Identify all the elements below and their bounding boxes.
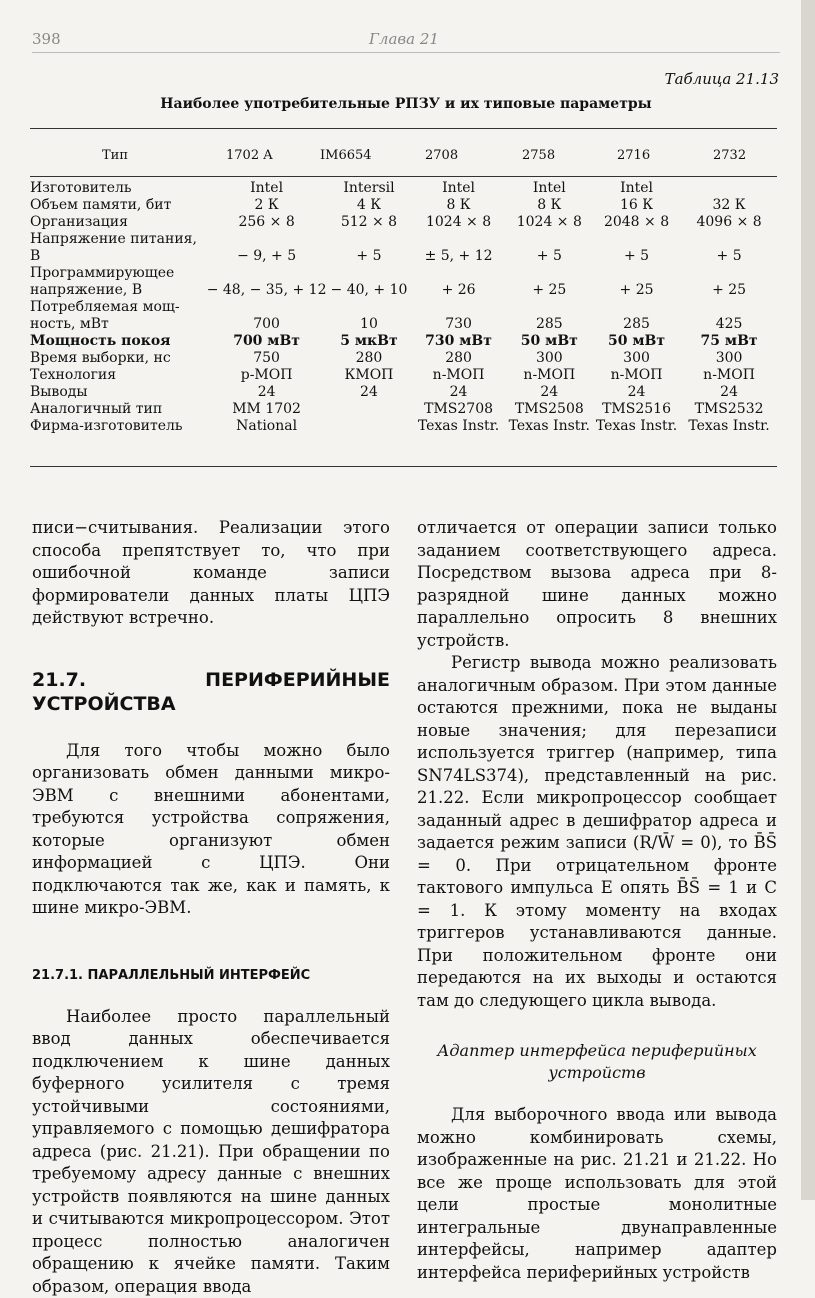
table-cell — [506, 231, 593, 248]
table-cell: TMS2508 — [506, 401, 593, 418]
table-cell: 16 К — [593, 197, 680, 214]
paragraph: Наиболее просто параллельный ввод данных обеспечивается подключением к шине данных буферного усилителя с тремя устойчивыми состояниями, управляемого с помощью дешифратора адреса (рис. 21.21). При обращении по требуемому адресу данные с внешних устройств появляются на шине данных и считываются микропроцессором. Этот процесс полностью аналогичен обращению к ячейке памяти. Таким образом, операция ввода — [32, 1006, 390, 1298]
table-cell: 75 мВт — [680, 333, 778, 350]
table-cell: 2048 × 8 — [593, 214, 680, 231]
table-cell — [593, 265, 680, 282]
table-cell — [680, 299, 778, 316]
table-cell: Intersil — [327, 180, 412, 197]
table-cell: 285 — [506, 316, 593, 333]
table-cell — [327, 401, 412, 418]
table-cell: 32 К — [680, 197, 778, 214]
table-cell: − 48, − 35, + 12 — [207, 282, 327, 299]
row-label: Мощность покоя — [30, 333, 207, 350]
table-cell: National — [207, 418, 327, 435]
table-cell: 8 К — [411, 197, 505, 214]
table-cell: 700 — [207, 316, 327, 333]
table-cell: 1024 × 8 — [506, 214, 593, 231]
table-cell — [506, 299, 593, 316]
table-cell: 730 мВт — [411, 333, 505, 350]
table-cell: 280 — [327, 350, 412, 367]
table-row — [30, 282, 778, 299]
table-cell: 50 мВт — [506, 333, 593, 350]
table-cell: TMS2516 — [593, 401, 680, 418]
table-row — [30, 316, 778, 333]
table-row — [30, 231, 778, 248]
table-cell: КМОП — [327, 367, 412, 384]
table-cell — [680, 180, 778, 197]
right-column — [417, 517, 777, 1284]
column-header: 1702 A — [226, 148, 273, 163]
table-cell: Texas Instr. — [680, 418, 778, 435]
table-cell: 285 — [593, 316, 680, 333]
table-cell: 425 — [680, 316, 778, 333]
paragraph: Для того чтобы можно было организовать обмен данными микро-ЭВМ с внешними абонентами, требуются устройства сопряжения, которые организуют обмен информацией с ЦПЭ. Они подключаются так же, как и память, к шине микро-ЭВМ. — [32, 740, 390, 920]
running-head: Глава 21 — [369, 30, 439, 48]
table-cell — [593, 299, 680, 316]
table-cell — [411, 265, 505, 282]
table-bottom-rule — [30, 466, 777, 467]
page-edge — [801, 0, 815, 1200]
paragraph: Регистр вывода можно реализовать аналогичным образом. При этом данные остаются прежними, пока не выданы новые значения; для перезаписи используется триггер (например, типа SN74LS374), представленный на рис. 21.22. Если микропроцессор сообщает заданный адрес в дешифратор адреса и задается режим записи (R/W̄ = 0), то B̄S̄ = 0. При отрицательном фронте тактового импульса E опять B̄S̄ = 1 и C = 1. К этому моменту на входах триггеров устанавливаются данные. При положительном фронте они передаются на их выходы и остаются там до следующего цикла вывода. — [417, 652, 777, 1012]
table-cell: Intel — [506, 180, 593, 197]
table-cell: 300 — [680, 350, 778, 367]
table-row — [30, 350, 778, 367]
table-caption: Таблица 21.13 — [665, 70, 779, 88]
row-label: Время выборки, нс — [30, 350, 207, 367]
table-row — [30, 367, 778, 384]
table-cell: 5 мкВт — [327, 333, 412, 350]
row-label: Изготовитель — [30, 180, 207, 197]
table-cell: + 5 — [506, 248, 593, 265]
table-row — [30, 333, 778, 350]
table-top-rule — [30, 128, 777, 129]
table-cell — [327, 418, 412, 435]
table-cell: 24 — [411, 384, 505, 401]
row-label: напряжение, В — [30, 282, 207, 299]
row-label: Потребляемая мощ- — [30, 299, 207, 316]
table-cell — [680, 231, 778, 248]
table-cell: TMS2708 — [411, 401, 505, 418]
table-cell: + 25 — [506, 282, 593, 299]
running-header — [32, 28, 780, 52]
table-cell: 1024 × 8 — [411, 214, 505, 231]
column-header: 2716 — [617, 148, 650, 163]
table-cell: + 5 — [593, 248, 680, 265]
row-label: ность, мВт — [30, 316, 207, 333]
table-cell: p-МОП — [207, 367, 327, 384]
table-cell: Intel — [207, 180, 327, 197]
table-cell: Texas Instr. — [593, 418, 680, 435]
row-label: В — [30, 248, 207, 265]
row-label: Выводы — [30, 384, 207, 401]
table-cell — [411, 299, 505, 316]
table-cell: − 9, + 5 — [207, 248, 327, 265]
table-row — [30, 180, 778, 197]
row-label: Аналогичный тип — [30, 401, 207, 418]
header-rule — [32, 52, 780, 53]
table-cell — [207, 299, 327, 316]
table-cell: n-МОП — [411, 367, 505, 384]
table-cell: + 25 — [680, 282, 778, 299]
table-cell: TMS2532 — [680, 401, 778, 418]
table-row — [30, 384, 778, 401]
column-header: IM6654 — [320, 148, 372, 163]
table-cell: 280 — [411, 350, 505, 367]
table-cell: + 5 — [327, 248, 412, 265]
paragraph: писи−считывания. Реализации этого способа препятствует то, что при ошибочной команде записи формирователи данных платы ЦПЭ действуют встречно. — [32, 517, 390, 630]
table-cell — [327, 265, 412, 282]
subsection-heading: 21.7.1. ПАРАЛЛЕЛЬНЫЙ ИНТЕРФЕЙС — [32, 966, 390, 986]
table-cell: 300 — [593, 350, 680, 367]
table-cell: 24 — [506, 384, 593, 401]
paragraph: отличается от операции записи только заданием соответствующего адреса. Посредством вызова адреса при 8-разрядной шине данных можно параллельно опросить 8 внешних устройств. — [417, 517, 777, 652]
table-cell: Intel — [593, 180, 680, 197]
table-cell — [207, 265, 327, 282]
page-number: 398 — [32, 30, 61, 48]
table-cell: 300 — [506, 350, 593, 367]
table-cell: Texas Instr. — [411, 418, 505, 435]
table-cell: Texas Instr. — [506, 418, 593, 435]
table-header-rule — [30, 176, 777, 177]
eprom-parameters-table — [30, 180, 778, 435]
table-cell: Intel — [411, 180, 505, 197]
table-cell — [207, 231, 327, 248]
row-label: Объем памяти, бит — [30, 197, 207, 214]
row-label: Фирма-изготовитель — [30, 418, 207, 435]
table-cell: + 5 — [680, 248, 778, 265]
table-cell — [680, 265, 778, 282]
table-cell: 24 — [680, 384, 778, 401]
table-cell: 750 — [207, 350, 327, 367]
table-cell: 8 К — [506, 197, 593, 214]
table-row — [30, 248, 778, 265]
table-cell — [506, 265, 593, 282]
column-header: 2758 — [522, 148, 555, 163]
table-cell: 730 — [411, 316, 505, 333]
table-cell: 24 — [207, 384, 327, 401]
row-label: Напряжение питания, — [30, 231, 207, 248]
row-label: Технология — [30, 367, 207, 384]
table-cell: − 40, + 10 — [327, 282, 412, 299]
table-cell: + 25 — [593, 282, 680, 299]
table-cell: 50 мВт — [593, 333, 680, 350]
table-cell: n-МОП — [680, 367, 778, 384]
column-header: 2708 — [425, 148, 458, 163]
row-label: Организация — [30, 214, 207, 231]
table-cell: MM 1702 — [207, 401, 327, 418]
table-cell: 4 К — [327, 197, 412, 214]
table-cell — [327, 299, 412, 316]
section-heading: 21.7. ПЕРИФЕРИЙНЫЕ УСТРОЙСТВА — [32, 668, 390, 716]
table-cell: 256 × 8 — [207, 214, 327, 231]
row-label: Программирующее — [30, 265, 207, 282]
table-row — [30, 265, 778, 282]
table-cell — [411, 231, 505, 248]
table-row — [30, 401, 778, 418]
subheading: Адаптер интерфейса периферийных устройств — [417, 1040, 777, 1084]
column-header: 2732 — [713, 148, 746, 163]
table-cell: 24 — [593, 384, 680, 401]
table-row — [30, 197, 778, 214]
column-header-type: Тип — [102, 148, 128, 163]
table-row — [30, 299, 778, 316]
table-title: Наиболее употребительные РПЗУ и их типовые параметры — [32, 96, 780, 112]
left-column — [32, 517, 390, 1298]
table-cell: n-МОП — [593, 367, 680, 384]
table-cell: ± 5, + 12 — [411, 248, 505, 265]
table-cell: n-МОП — [506, 367, 593, 384]
paragraph: Для выборочного ввода или вывода можно комбинировать схемы, изображенные на рис. 21.21 и 21.22. Но все же проще использовать для этой цели простые монолитные интегральные двунаправленные интерфейсы, например адаптер интерфейса периферийных устройств — [417, 1104, 777, 1284]
table-cell: 4096 × 8 — [680, 214, 778, 231]
table-cell: 700 мВт — [207, 333, 327, 350]
table-cell: 512 × 8 — [327, 214, 412, 231]
table-row — [30, 418, 778, 435]
table-cell: 24 — [327, 384, 412, 401]
table-cell — [327, 231, 412, 248]
table-cell: 10 — [327, 316, 412, 333]
table-row — [30, 214, 778, 231]
table-cell — [593, 231, 680, 248]
table-cell: + 26 — [411, 282, 505, 299]
table-cell: 2 К — [207, 197, 327, 214]
